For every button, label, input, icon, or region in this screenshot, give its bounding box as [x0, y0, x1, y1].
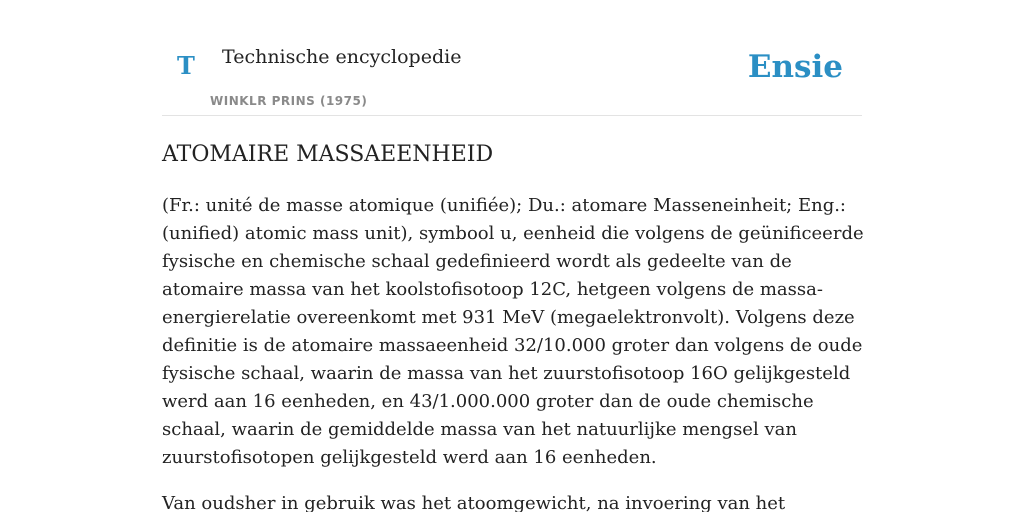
article-title: ATOMAIRE MASSAEENHEID [162, 142, 494, 167]
publisher-label: WINKLR PRINS (1975) [210, 94, 368, 108]
header [162, 0, 862, 116]
brand-logo-link[interactable]: Ensie [747, 49, 843, 85]
article [162, 140, 867, 512]
work-title-link[interactable]: Technische encyclopedie [222, 46, 462, 68]
article-paragraph-1: (Fr.: unité de masse atomique (unifiée); Du.: atomare Masseneinheit; Eng.: (unified) atomic mass unit), symbool u, eenheid die volgens de geünificeerde fysische en chemische schaal gedefinieerd wordt als gedeelte van de atomaire massa van het koolstofisotoop 12C, hetgeen volgens de massa-energierelatie overeenkomt met 931 MeV (megaelektronvolt). Volgens deze definitie is de atomaire massaeenheid 32/10.000 groter dan volgens de oude fysische schaal, waarin de massa van het zuurstofisotoop 16O gelijkgesteld werd aan 16 eenheden, en 43/1.000.000 groter dan de oude chemische schaal, waarin de gemiddelde massa van het natuurlijke mengsel van zuurstofisotopen gelijkgesteld werd aan 16 eenheden. [162, 195, 864, 468]
article-paragraph-2: Van oudsher in gebruik was het atoomgewicht, na invoering van het [162, 493, 786, 512]
work-logo-icon[interactable]: T [177, 51, 195, 80]
